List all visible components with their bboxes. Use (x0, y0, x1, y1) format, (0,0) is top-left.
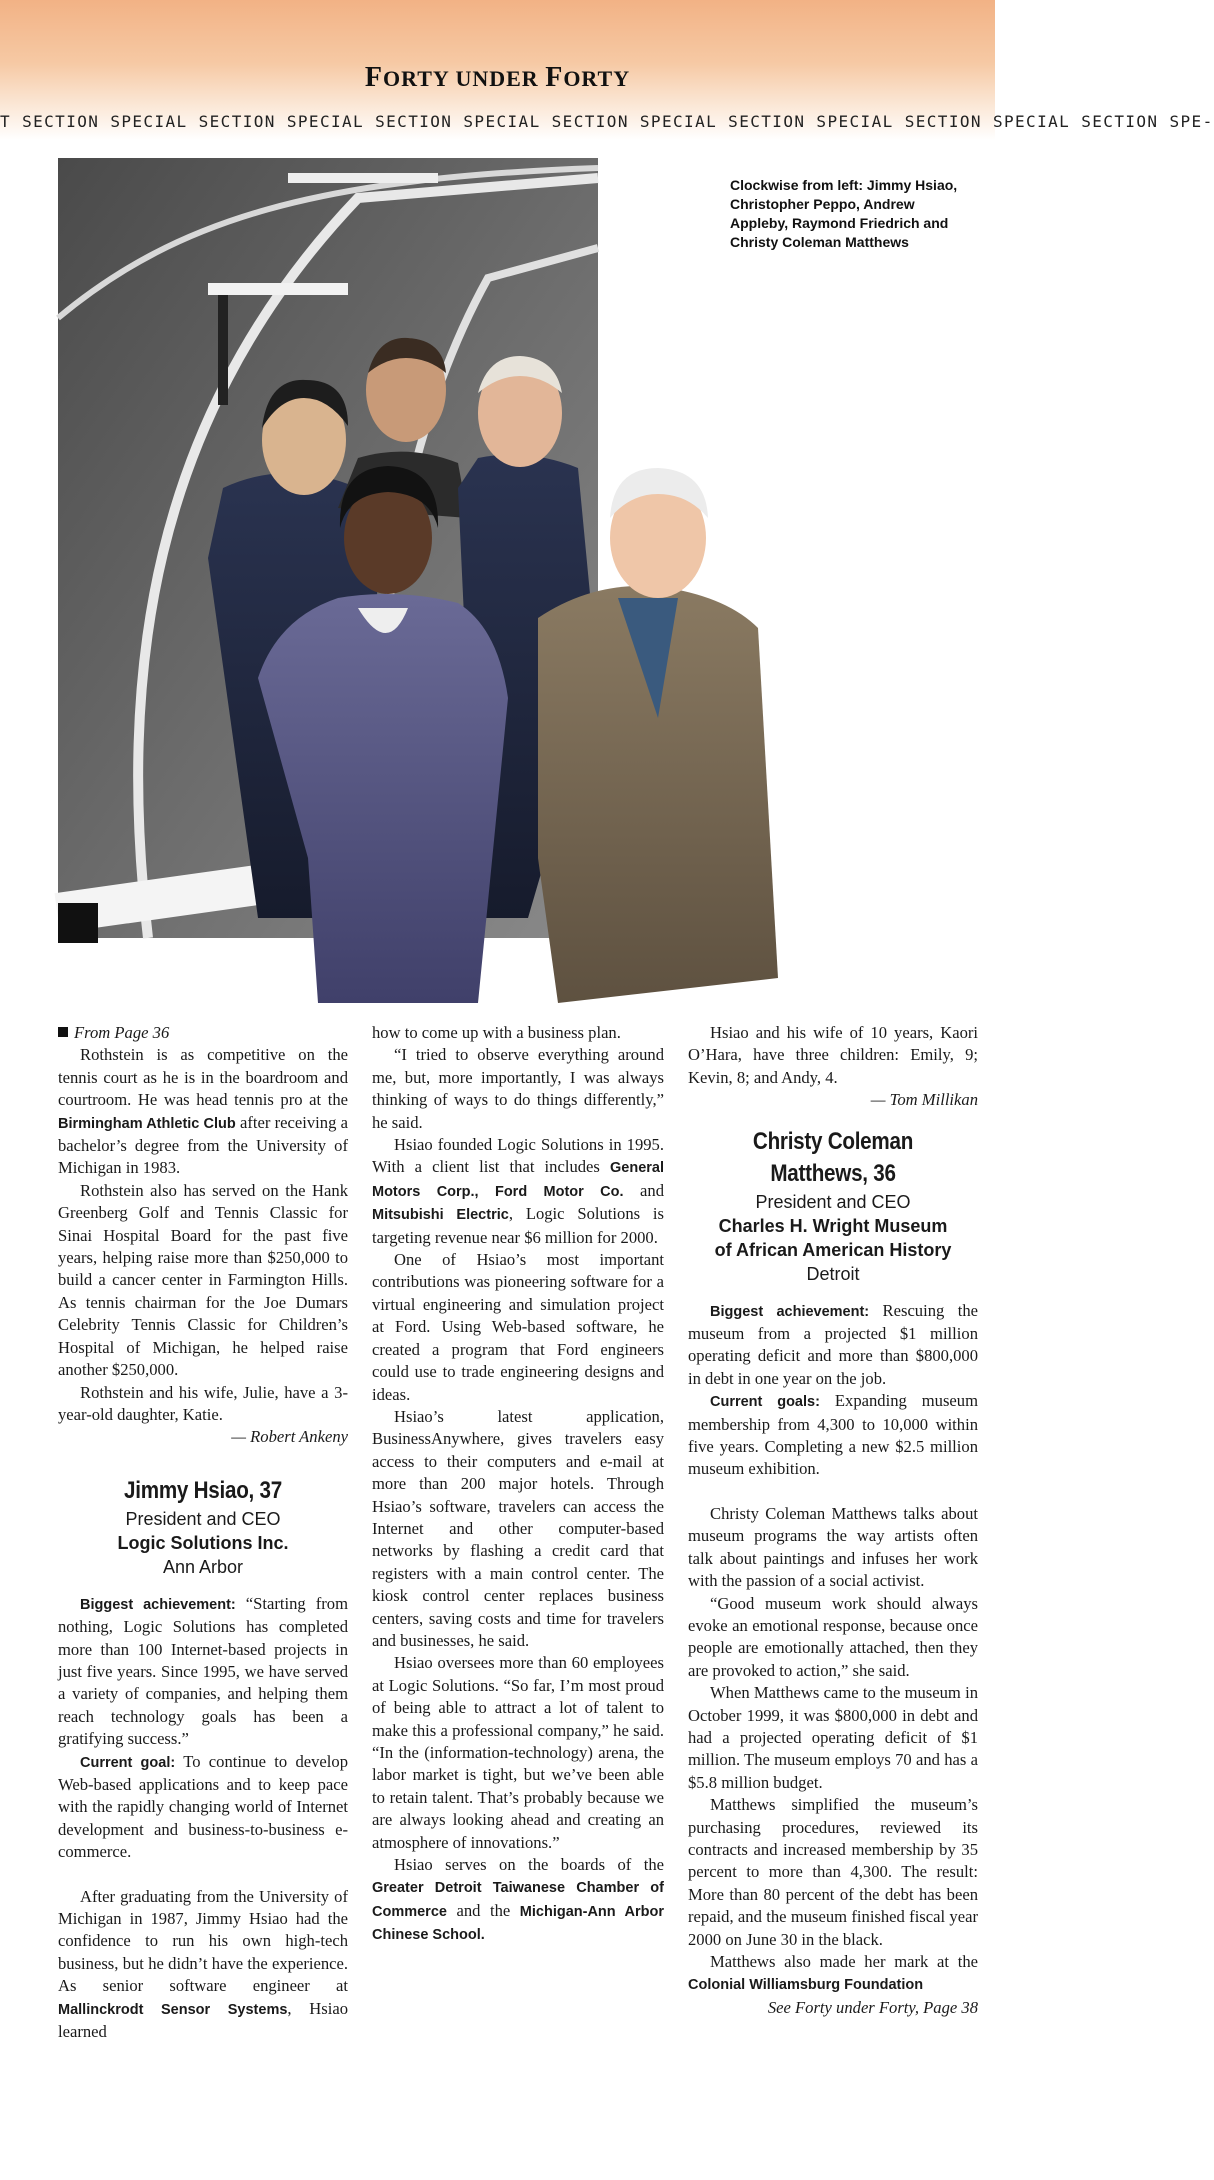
paragraph: Hsiao serves on the boards of the Greater Detroit Taiwanese Chamber of Commerce and the Michigan-Ann Arbor Chinese School. (372, 1855, 664, 1944)
page-title: FORTY UNDER FORTY (364, 62, 631, 93)
achievement: Biggest achievement: “Starting from nothing, Logic Solutions has completed more than 100 Internet-based projects in just five years. Since 1995, we have served a variety of companies, and helping them reach technology goals has been a gratifying success.” (58, 1593, 348, 1749)
profile-org-line-2: of African American History (714, 1239, 952, 1260)
paragraph: Hsiao and his wife of 10 years, Kaori O’Hara, have three children: Emily, 9; Kevin, 8; and Andy, 4. (688, 1023, 978, 1087)
paragraph: Rothstein is as competitive on the tennis court as he is in the boardroom and courtroom. He was head tennis pro at the Birmingham Athletic Club after receiving a bachelor’s degree from the University of Michigan in 1983. (58, 1045, 349, 1178)
profile-heading-matthews (688, 1126, 978, 1286)
profile-heading-hsiao (58, 1475, 348, 1579)
special-section-ribbon: T SECTION SPECIAL SECTION SPECIAL SECTION SPECIAL SECTION SPECIAL SECTION SPECIAL SECTION SPECIAL SECTION SPE- (0, 112, 1214, 131)
continued-on-link[interactable]: See Forty under Forty, Page 38 (767, 1997, 978, 2017)
paragraph: Matthews simplified the museum’s purchasing procedures, reviewed its contracts and increased membership by 35 percent to more than 4,300. The result: More than 80 percent of the debt has been repaid, and the museum finished fiscal year 2000 on June 30 in the black. (688, 1795, 978, 1949)
profile-name: Christy Coleman Matthews, 36 (752, 1127, 914, 1187)
photo-caption: Clockwise from left: Jimmy Hsiao, Christopher Peppo, Andrew Appleby, Raymond Friedrich and Christy Coleman Matthews (730, 177, 958, 250)
paragraph: “I tried to observe everything around me, but, more importantly, I was always thinking of ways to do things differently,” he said. (372, 1045, 664, 1132)
column-1 (58, 1022, 348, 2043)
paragraph: how to come up with a business plan. (372, 1023, 621, 1042)
profile-role: President and CEO (125, 1508, 281, 1529)
paragraph: Rothstein and his wife, Julie, have a 3-year-old daughter, Katie. (58, 1382, 348, 1424)
byline: — Tom Millikan (870, 1090, 978, 1110)
profile-city: Ann Arbor (162, 1556, 244, 1577)
profile-city: Detroit (806, 1263, 860, 1284)
bullet-square-icon (58, 1027, 68, 1037)
column-3 (688, 1022, 978, 2019)
paragraph: Hsiao founded Logic Solutions in 1995. With a client list that includes General Motors Corp., Ford Motor Co. and Mitsubishi Electric, Logic Solutions is targeting revenue near $6 million for 2000. (372, 1135, 664, 1247)
profile-org: Logic Solutions Inc. (117, 1532, 289, 1553)
achievement: Biggest achievement: Rescuing the museum from a projected $1 million operating deficit and more than $800,000 in debt in one year on the job. (688, 1300, 978, 1388)
goal: Current goals: Expanding museum membership from 4,300 to 10,000 within five years. Completing a new $2.5 million museum exhibition. (688, 1391, 978, 1479)
paragraph: One of Hsiao’s most important contributions was pioneering software for a virtual engineering and simulation project at Ford. Using Web-based software, he created a program that Ford engineers could use to trade engineering designs and ideas. (372, 1250, 664, 1404)
column-2 (372, 1022, 664, 1947)
continued-from: From Page 36 (58, 1022, 348, 1044)
paragraph: Hsiao’s latest application, BusinessAnywhere, gives travelers easy access to their computers and e-mail at more than 200 major hotels. Through Hsiao’s software, travelers can access the Internet and other computer-based networks by flashing a credit card that registers with a main control center. The kiosk control center replaces business centers, saving costs and time for travelers and businesses, he said. (372, 1406, 664, 1650)
paragraph: After graduating from the University of Michigan in 1987, Jimmy Hsiao had the confidence to run his own high-tech business, but he didn’t have the experience. As senior software engineer at Mallinckrodt Sensor Systems, Hsiao learned (58, 1886, 349, 2042)
profile-org: Charles H. Wright Museum (718, 1215, 948, 1236)
paragraph: Rothstein also has served on the Hank Greenberg Golf and Tennis Classic for Sinai Hospital Board for the past five years, helping raise more than $250,000 to build a cancer center in Farmington Hills. As tennis chairman for the Joe Dumars Celebrity Tennis Classic for Children’s Hospital of Michigan, he helped raise another $250,000. (58, 1180, 348, 1380)
profile-role: President and CEO (755, 1191, 911, 1212)
paragraph: Hsiao oversees more than 60 employees at Logic Solutions. “So far, I’m most proud of being able to attract a lot of talent to make this a professional company,” he said. “In the (information-technology) arena, the labor market is tight, but we’ve been able to retain talent. That’s probably because we are always looking ahead and creating an atmosphere of innovations.” (372, 1653, 664, 1852)
goal: Current goal: To continue to develop Web-based applications and to keep pace with the rapidly changing world of Internet development and business-to-business e-commerce. (58, 1751, 348, 1862)
paragraph: When Matthews came to the museum in October 1999, it was $800,000 in debt and had a projected operating deficit of $1 million. The museum employs 70 and has a $5.8 million budget. (688, 1683, 978, 1792)
profile-name: Jimmy Hsiao, 37 (124, 1476, 282, 1504)
group-photo (58, 158, 973, 1003)
paragraph: Matthews also made her mark at the Colonial Williamsburg Foundation (688, 1952, 978, 1994)
paragraph: Christy Coleman Matthews talks about museum programs the way artists often talk about paintings and infuses her work with the passion of a social activist. (688, 1503, 978, 1591)
byline: — Robert Ankeny (231, 1427, 348, 1447)
paragraph: “Good museum work should always evoke an emotional response, because once people are emotionally attached, then they are provoked to action,” she said. (688, 1593, 978, 1680)
